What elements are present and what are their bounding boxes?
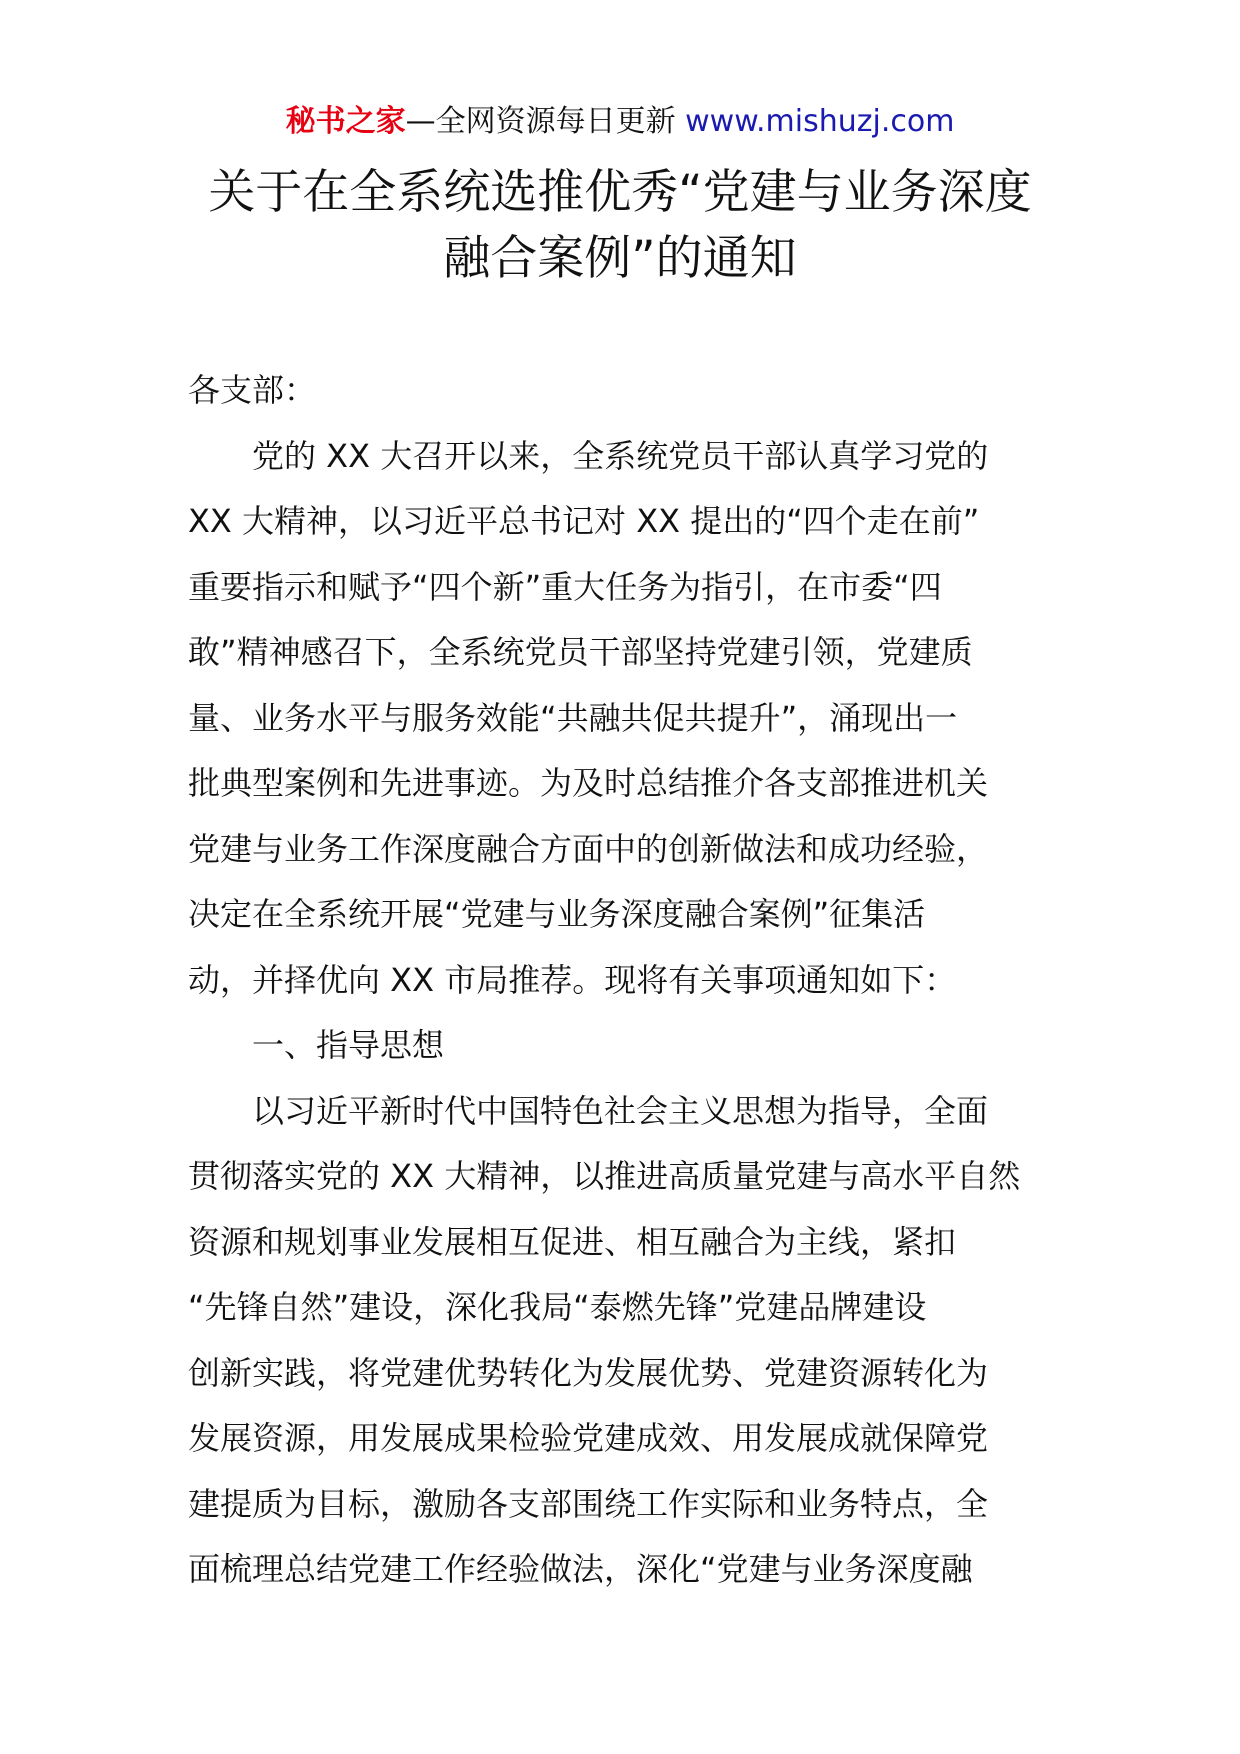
section-heading-guiding-ideology: 一、指导思想 [252, 1026, 445, 1064]
paragraph-line: 动，并择优向 XX 市局推荐。现将有关事项通知如下： [188, 960, 957, 999]
title-line-1: 关于在全系统选推优秀“党建与业务深度 [208, 165, 1032, 220]
paragraph-intro [188, 424, 1058, 1014]
paragraph-line: 批典型案例和先进事迹。为及时总结推介各支部推进机关 [188, 764, 989, 802]
paragraph-line: 党建与业务工作深度融合方面中的创新做法和成功经验， [188, 829, 989, 868]
paragraph-line: 资源和规划事业发展相互促进、相互融合为主线，紧扣 [188, 1222, 957, 1261]
salutation: 各支部： [188, 371, 317, 409]
watermark-header [0, 100, 1240, 144]
paragraph-line: 面梳理总结党建工作经验做法，深化“党建与业务深度融 [188, 1550, 973, 1588]
document-title [150, 160, 1090, 292]
header-tagline: —全网资源每日更新 [405, 104, 686, 139]
paragraph-line: 敢”精神感召下，全系统党员干部坚持党建引领，党建质 [188, 633, 973, 671]
document-body [188, 358, 1058, 1603]
paragraph-line: 贯彻落实党的 XX 大精神，以推进高质量党建与高水平自然 [188, 1157, 1021, 1195]
title-line-2: 融合案例”的通知 [443, 231, 797, 286]
paragraph-line: 重要指示和赋予“四个新”重大任务为指引，在市委“四 [188, 567, 942, 606]
header-url[interactable]: www.mishuzj.com [685, 104, 955, 139]
paragraph-line: “先锋自然”建设，深化我局“泰燃先锋”党建品牌建设 [188, 1288, 927, 1326]
paragraph-line: 发展资源，用发展成果检验党建成效、用发展成就保障党 [188, 1419, 989, 1457]
paragraph-line: 党的 XX 大召开以来，全系统党员干部认真学习党的 [252, 436, 989, 475]
paragraph-line: 量、业务水平与服务效能“共融共促共提升”，涌现出一 [188, 698, 958, 737]
paragraph-line: XX 大精神，以习近平总书记对 XX 提出的“四个走在前” [188, 502, 980, 540]
paragraph-line: 创新实践，将党建优势转化为发展优势、党建资源转化为 [188, 1353, 989, 1392]
paragraph-line: 决定在全系统开展“党建与业务深度融合案例”征集活 [188, 895, 926, 933]
paragraph-line: 建提质为目标，激励各支部围绕工作实际和业务特点，全 [188, 1484, 989, 1523]
paragraph-guiding-ideology [188, 1079, 1058, 1603]
paragraph-line: 以习近平新时代中国特色社会主义思想为指导，全面 [252, 1091, 989, 1130]
brand-name: 秘书之家 [285, 104, 406, 139]
